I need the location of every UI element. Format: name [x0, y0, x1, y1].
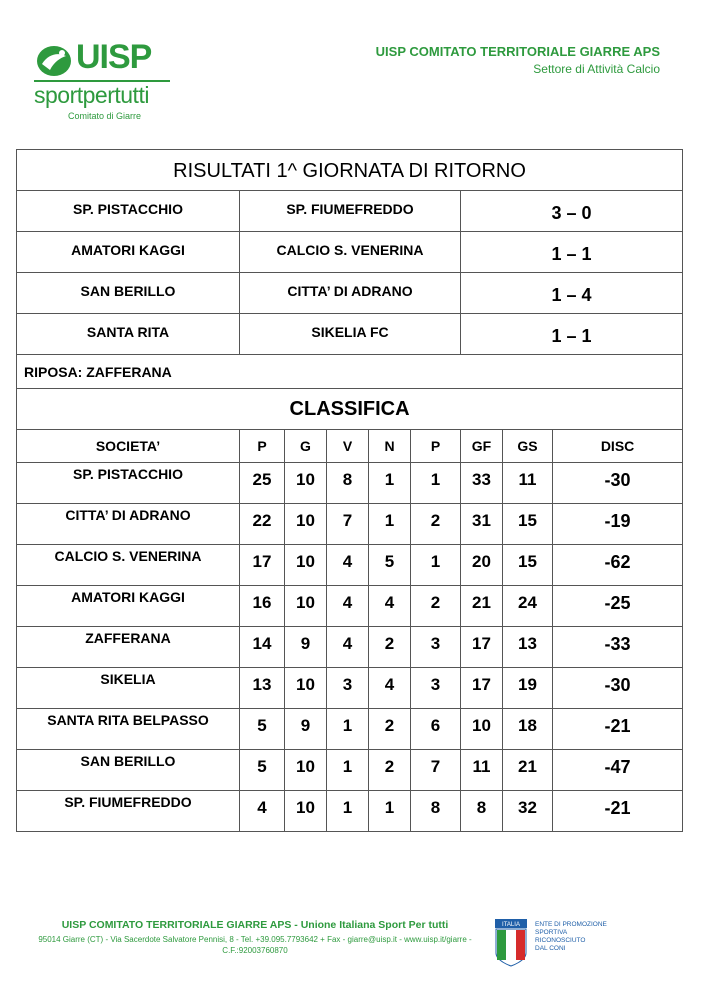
stat-g-text: 10 — [296, 511, 315, 530]
standings-title: CLASSIFICA — [17, 389, 683, 430]
stat-g — [285, 791, 327, 832]
org-header — [376, 44, 660, 76]
stat-disc-text: -62 — [604, 552, 631, 572]
team-name-text: SAN BERILLO — [80, 753, 176, 769]
team-name — [17, 709, 240, 750]
stat-gf-text: 33 — [472, 470, 491, 489]
table-row — [17, 627, 683, 668]
match-score-text: 3 – 0 — [551, 203, 592, 223]
stat-n — [369, 504, 411, 545]
stat-n — [369, 709, 411, 750]
team-name — [17, 504, 240, 545]
stat-gs-text: 11 — [518, 470, 537, 489]
stat-v — [327, 791, 369, 832]
stat-g-text: 10 — [296, 757, 315, 776]
stat-v — [327, 750, 369, 791]
stat-pts — [240, 545, 285, 586]
stat-g — [285, 586, 327, 627]
team-name-text: SANTA RITA BELPASSO — [47, 712, 209, 728]
stat-n-text: 2 — [384, 716, 395, 735]
stat-disc — [553, 791, 683, 832]
stat-disc-text: -30 — [604, 470, 631, 490]
stat-n-text: 2 — [384, 757, 395, 776]
stat-p-text: 7 — [430, 757, 441, 776]
stat-n — [369, 668, 411, 709]
stat-gf — [461, 668, 503, 709]
stat-gs-text: 21 — [518, 757, 537, 776]
stat-gs — [503, 750, 553, 791]
stat-n-text: 1 — [384, 798, 395, 817]
stat-p-text: 8 — [430, 798, 441, 817]
results-title: RISULTATI 1^ GIORNATA DI RITORNO — [17, 150, 683, 191]
coni-badge — [495, 919, 655, 969]
stat-gf-text: 11 — [472, 757, 491, 776]
stat-v-text: 1 — [342, 757, 353, 776]
stat-p-text: 3 — [430, 634, 441, 653]
stat-gf — [461, 463, 503, 504]
stat-g — [285, 463, 327, 504]
team-name-text: CALCIO S. VENERINA — [54, 548, 202, 564]
match-home-team-text: SAN BERILLO — [80, 283, 176, 299]
footer-address-line: 95014 Giarre (CT) - Via Sacerdote Salvatore Pennisi, 8 - Tel. +39.095.7793642 + Fax - giarre@uisp.it - www.uisp.it/giarre - — [38, 935, 472, 944]
match-row — [17, 314, 683, 355]
match-home-team — [17, 191, 240, 232]
team-name-text: AMATORI KAGGI — [71, 589, 185, 605]
match-score — [461, 273, 683, 314]
stat-p — [411, 791, 461, 832]
stat-gf — [461, 586, 503, 627]
table-row — [17, 668, 683, 709]
match-home-team — [17, 314, 240, 355]
column-header: GS — [503, 430, 553, 463]
column-header: P — [411, 430, 461, 463]
match-away-team-text: SP. FIUMEFREDDO — [286, 201, 414, 217]
stat-gf — [461, 627, 503, 668]
stat-pts-text: 22 — [252, 511, 272, 530]
stat-v — [327, 545, 369, 586]
runner-logo-icon — [36, 44, 72, 78]
stat-n — [369, 463, 411, 504]
table-row — [17, 750, 683, 791]
stat-pts-text: 25 — [252, 470, 272, 489]
match-away-team-text: SIKELIA FC — [311, 324, 389, 340]
match-score — [461, 314, 683, 355]
stat-n — [369, 545, 411, 586]
stat-n-text: 2 — [384, 634, 395, 653]
stat-pts — [240, 504, 285, 545]
footer — [30, 919, 480, 956]
stat-gf-text: 17 — [472, 634, 491, 653]
org-subtitle: Settore di Attività Calcio — [533, 62, 660, 76]
stat-gs — [503, 545, 553, 586]
stat-disc-text: -21 — [604, 798, 631, 818]
match-home-team — [17, 273, 240, 314]
column-header: GF — [461, 430, 503, 463]
stat-gs-text: 18 — [518, 716, 537, 735]
stat-v-text: 3 — [342, 675, 353, 694]
team-name — [17, 668, 240, 709]
stat-gs-text: 24 — [518, 593, 537, 612]
stat-gs-text: 19 — [518, 675, 537, 694]
table-row — [17, 709, 683, 750]
match-away-team — [240, 191, 461, 232]
stat-n-text: 1 — [384, 470, 395, 489]
stat-gs — [503, 463, 553, 504]
column-header: G — [285, 430, 327, 463]
stat-v — [327, 463, 369, 504]
stat-v-text: 4 — [342, 634, 353, 653]
footer-org-line: UISP COMITATO TERRITORIALE GIARRE APS - Unione Italiana Sport Per tutti — [61, 919, 449, 931]
stat-gs — [503, 709, 553, 750]
org-title: UISP COMITATO TERRITORIALE GIARRE APS — [375, 44, 660, 59]
match-home-team-text: SP. PISTACCHIO — [73, 201, 183, 217]
stat-g-text: 10 — [296, 470, 315, 489]
match-score — [461, 232, 683, 273]
stat-gf-text: 8 — [476, 798, 487, 817]
stat-p-text: 1 — [430, 470, 441, 489]
stat-disc-text: -47 — [604, 757, 631, 777]
team-name-text: ZAFFERANA — [85, 630, 171, 646]
match-away-team — [240, 273, 461, 314]
coni-line-2: SPORTIVA — [535, 929, 568, 936]
team-name — [17, 750, 240, 791]
stat-pts-text: 13 — [252, 675, 272, 694]
column-header: P — [240, 430, 285, 463]
stat-n — [369, 791, 411, 832]
footer-address — [30, 934, 480, 956]
table-row — [17, 545, 683, 586]
stat-v-text: 1 — [342, 716, 353, 735]
stat-disc — [553, 504, 683, 545]
stat-g-text: 10 — [296, 798, 315, 817]
match-score-text: 1 – 1 — [551, 326, 592, 346]
stat-disc — [553, 545, 683, 586]
stat-gf — [461, 709, 503, 750]
match-score-text: 1 – 4 — [551, 285, 592, 305]
match-home-team-text: AMATORI KAGGI — [71, 242, 185, 258]
stat-pts — [240, 586, 285, 627]
stat-p — [411, 545, 461, 586]
stat-p-text: 6 — [430, 716, 441, 735]
stat-disc — [553, 709, 683, 750]
stat-gs — [503, 586, 553, 627]
column-header: V — [327, 430, 369, 463]
riposa-cell: RIPOSA: ZAFFERANA — [17, 355, 683, 389]
stat-gs — [503, 504, 553, 545]
results-standings-table — [16, 149, 683, 832]
stat-gf-text: 31 — [472, 511, 491, 530]
stat-pts-text: 16 — [252, 593, 272, 612]
stat-disc-text: -30 — [604, 675, 631, 695]
stat-gs — [503, 668, 553, 709]
table-row — [17, 504, 683, 545]
stat-g-text: 10 — [296, 675, 315, 694]
match-home-team-text: SANTA RITA — [86, 324, 170, 340]
stat-gf — [461, 791, 503, 832]
stat-n — [369, 586, 411, 627]
standings-header-row — [17, 430, 683, 463]
stat-p-text: 1 — [430, 552, 441, 571]
stat-disc-text: -33 — [604, 634, 631, 654]
stat-pts — [240, 709, 285, 750]
stat-pts — [240, 463, 285, 504]
stat-p — [411, 750, 461, 791]
stat-g — [285, 709, 327, 750]
stat-v — [327, 709, 369, 750]
match-row — [17, 191, 683, 232]
coni-line-4: DAL CONI — [535, 945, 566, 952]
riposa-row — [17, 355, 683, 389]
table-row — [17, 586, 683, 627]
stat-disc-text: -19 — [604, 511, 631, 531]
team-name — [17, 545, 240, 586]
coni-line-1: ENTE DI PROMOZIONE — [535, 921, 607, 928]
stat-gs-text: 15 — [518, 511, 537, 530]
match-away-team-text: CITTA’ DI ADRANO — [287, 283, 413, 299]
stat-gs-text: 13 — [518, 634, 537, 653]
coni-recognition-text — [535, 921, 655, 953]
column-header: DISC — [553, 430, 683, 463]
column-header: N — [369, 430, 411, 463]
footer-tax-code: C.F.:92003760870 — [222, 946, 288, 955]
stat-g — [285, 504, 327, 545]
team-name — [17, 791, 240, 832]
stat-pts-text: 5 — [257, 716, 267, 735]
stat-v-text: 4 — [342, 593, 353, 612]
stat-v — [327, 668, 369, 709]
stat-v-text: 4 — [342, 552, 353, 571]
stat-pts-text: 4 — [257, 798, 267, 817]
stat-gs-text: 32 — [518, 798, 537, 817]
stat-v — [327, 586, 369, 627]
stat-v — [327, 627, 369, 668]
uisp-logo — [30, 40, 180, 125]
stat-p-text: 3 — [430, 675, 441, 694]
team-name — [17, 463, 240, 504]
stat-p — [411, 463, 461, 504]
stat-g — [285, 545, 327, 586]
stat-v-text: 1 — [342, 798, 353, 817]
stat-p — [411, 504, 461, 545]
match-row — [17, 232, 683, 273]
italia-shield-label: ITALIA — [502, 922, 520, 928]
stat-g — [285, 627, 327, 668]
team-name — [17, 586, 240, 627]
stat-gf-text: 21 — [472, 593, 491, 612]
stat-pts — [240, 791, 285, 832]
team-name-text: SP. FIUMEFREDDO — [64, 794, 192, 810]
stat-g — [285, 668, 327, 709]
stat-n — [369, 627, 411, 668]
stat-g-text: 10 — [296, 552, 315, 571]
stat-p-text: 2 — [430, 511, 441, 530]
stat-n — [369, 750, 411, 791]
table-row — [17, 791, 683, 832]
stat-gf-text: 20 — [472, 552, 491, 571]
stat-gf-text: 10 — [472, 716, 491, 735]
stat-v-text: 8 — [342, 470, 353, 489]
stat-disc — [553, 463, 683, 504]
coni-line-3: RICONOSCIUTO — [535, 937, 586, 944]
logo-brand: UISP — [76, 38, 152, 76]
stat-gs — [503, 791, 553, 832]
team-name-text: CITTA’ DI ADRANO — [65, 507, 191, 523]
stat-g — [285, 750, 327, 791]
match-score — [461, 191, 683, 232]
stat-disc — [553, 668, 683, 709]
match-away-team — [240, 232, 461, 273]
stat-n-text: 4 — [384, 675, 395, 694]
stat-pts — [240, 668, 285, 709]
stat-pts — [240, 627, 285, 668]
stat-gf — [461, 545, 503, 586]
stat-n-text: 1 — [384, 511, 395, 530]
stat-pts-text: 5 — [257, 757, 267, 776]
stat-g-text: 10 — [296, 593, 315, 612]
team-name-text: SIKELIA — [100, 671, 156, 687]
stat-g-text: 9 — [300, 634, 311, 653]
stat-n-text: 5 — [384, 552, 395, 571]
stat-p — [411, 709, 461, 750]
stat-pts-text: 17 — [252, 552, 272, 571]
table-row — [17, 463, 683, 504]
stat-pts-text: 14 — [252, 634, 272, 653]
column-header: SOCIETA’ — [17, 430, 240, 463]
stat-gf — [461, 750, 503, 791]
match-away-team — [240, 314, 461, 355]
stat-g-text: 9 — [300, 716, 311, 735]
match-row — [17, 273, 683, 314]
stat-v-text: 7 — [342, 511, 353, 530]
match-score-text: 1 – 1 — [551, 244, 592, 264]
stat-p — [411, 627, 461, 668]
stat-pts — [240, 750, 285, 791]
logo-comitato: Comitato di Giarre — [68, 111, 142, 121]
match-away-team-text: CALCIO S. VENERINA — [276, 242, 424, 258]
team-name — [17, 627, 240, 668]
stat-v — [327, 504, 369, 545]
stat-disc — [553, 750, 683, 791]
stat-n-text: 4 — [384, 593, 395, 612]
stat-p — [411, 668, 461, 709]
stat-gs — [503, 627, 553, 668]
stat-gf — [461, 504, 503, 545]
stat-p-text: 2 — [430, 593, 441, 612]
italia-shield-icon — [495, 919, 527, 967]
stat-disc — [553, 627, 683, 668]
logo-tagline: sportpertutti — [34, 82, 149, 108]
stat-disc-text: -21 — [604, 716, 631, 736]
stat-gf-text: 17 — [472, 675, 491, 694]
stat-p — [411, 586, 461, 627]
stat-disc — [553, 586, 683, 627]
match-home-team — [17, 232, 240, 273]
stat-disc-text: -25 — [604, 593, 631, 613]
team-name-text: SP. PISTACCHIO — [73, 466, 183, 482]
stat-gs-text: 15 — [518, 552, 537, 571]
